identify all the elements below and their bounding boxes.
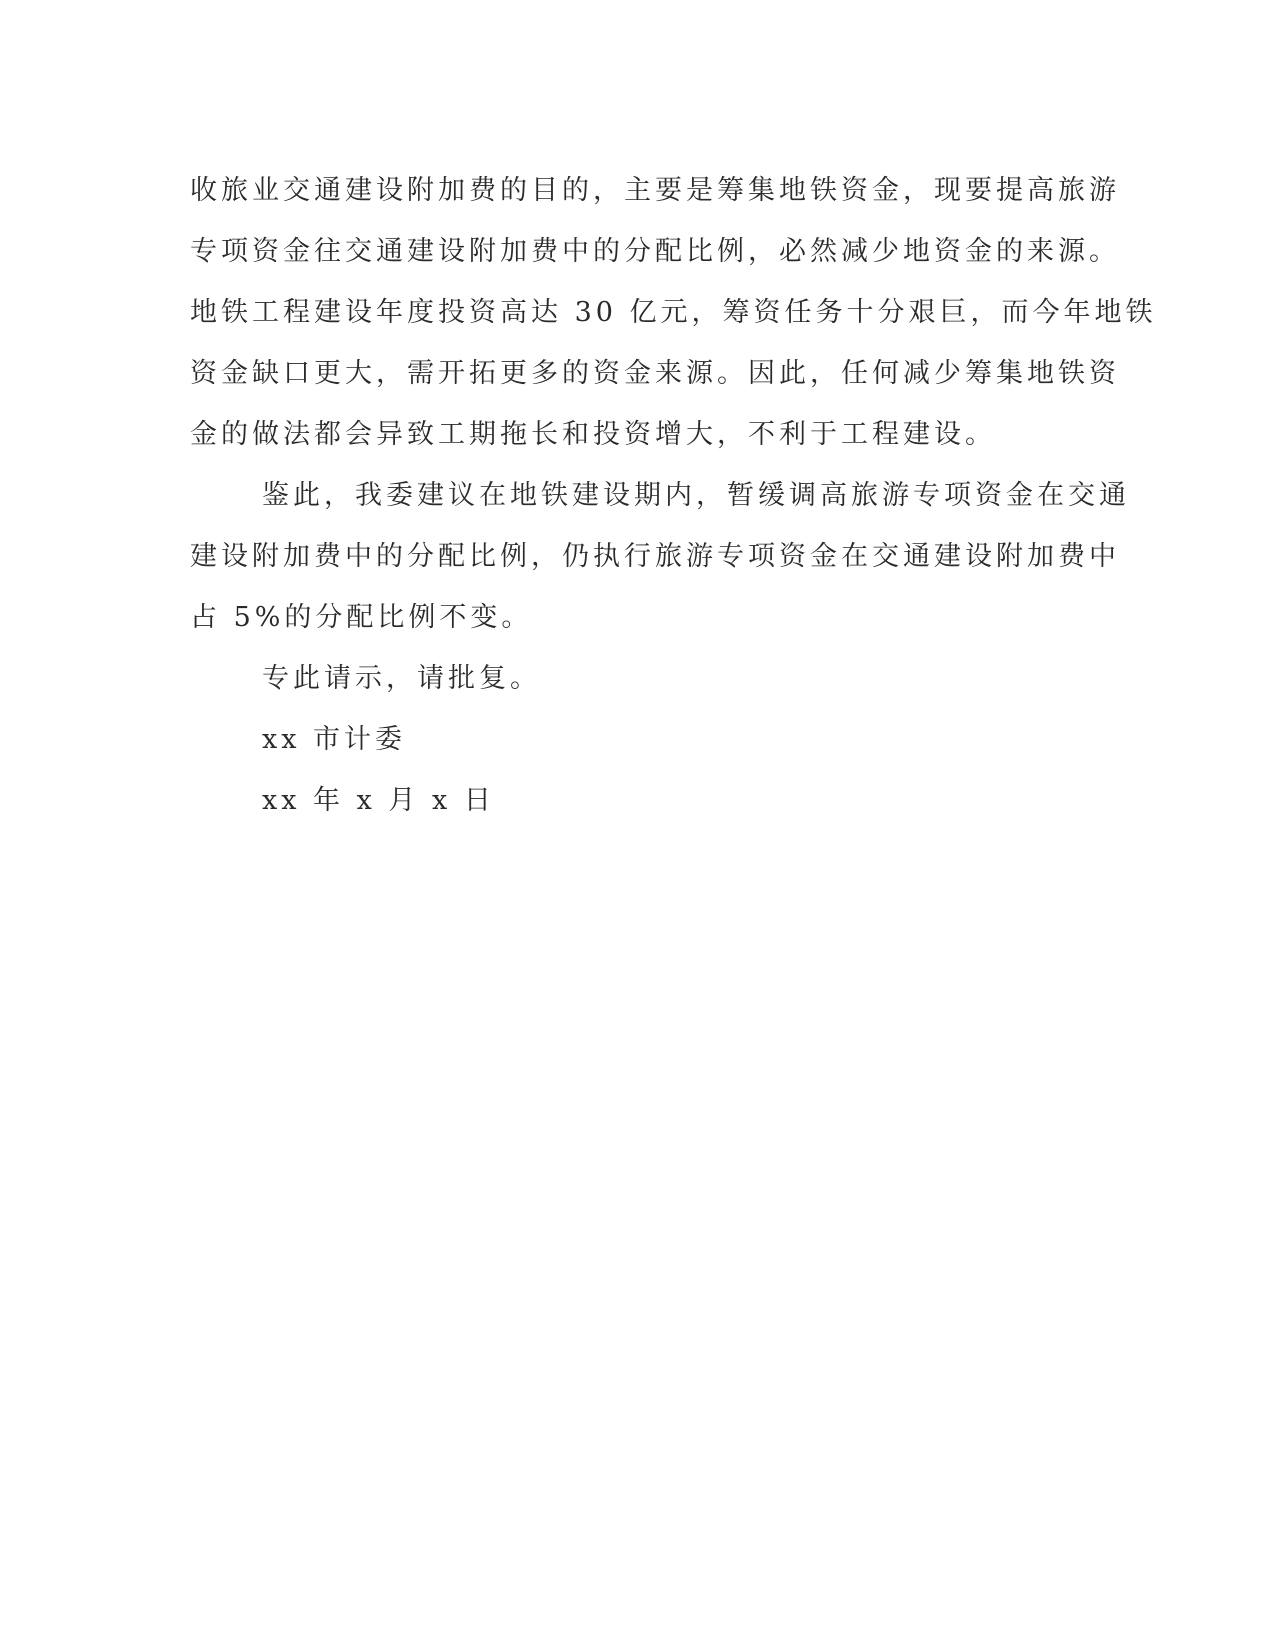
paragraph-1-line-3: 地铁工程建设年度投资高达 30 亿元，筹资任务十分艰巨，而今年地铁 [190, 297, 1157, 328]
paragraph-1-line-1: 收旅业交通建设附加费的目的，主要是筹集地铁资金，现要提高旅游 [190, 175, 1120, 206]
paragraph-2-line-2: 建设附加费中的分配比例，仍执行旅游专项资金在交通建设附加费中 [190, 541, 1120, 572]
paragraph-1-line-5: 金的做法都会异致工期拖长和投资增大，不利于工程建设。 [190, 419, 996, 450]
document-body [190, 160, 1157, 831]
signature: xx 市计委 [262, 724, 407, 755]
paragraph-1 [190, 160, 1157, 465]
closing-text: 专此请示，请批复。 [262, 663, 541, 694]
document-date: xx 年 x 月 x 日 [262, 785, 495, 816]
paragraph-2-line-3: 占 5%的分配比例不变。 [190, 602, 533, 633]
paragraph-1-line-4: 资金缺口更大，需开拓更多的资金来源。因此，任何减少筹集地铁资 [190, 358, 1120, 389]
paragraph-2 [190, 465, 1130, 648]
paragraph-2-line-1: 鉴此，我委建议在地铁建设期内，暂缓调高旅游专项资金在交通 [262, 480, 1130, 511]
paragraph-1-line-2: 专项资金往交通建设附加费中的分配比例，必然减少地资金的来源。 [190, 236, 1120, 267]
